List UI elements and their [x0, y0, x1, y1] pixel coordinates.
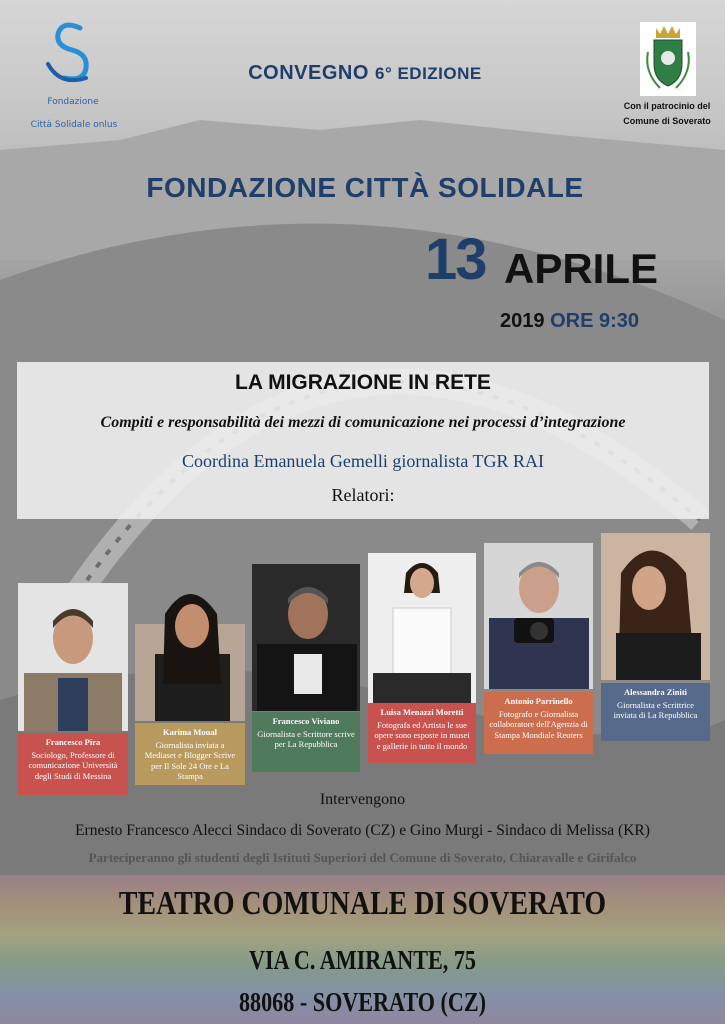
- municipal-crest-icon: [640, 22, 696, 96]
- speaker-name: Francesco Pira: [45, 737, 101, 747]
- venue-name: TEATRO COMUNALE DI SOVERATO: [118, 885, 607, 922]
- speaker-photo-ziniti: [601, 533, 710, 680]
- speaker-name: Alessandra Ziniti: [623, 687, 688, 697]
- speaker-description: Giornalista inviata a Mediaset e Blogger Scrive per Il Sole 24 Ore e La Stampa: [144, 739, 236, 781]
- patrocinio-text: [612, 99, 722, 129]
- speaker-name: Francesco Viviano: [272, 716, 340, 726]
- date-day: 13: [425, 227, 486, 292]
- speaker-photo-moual: [135, 574, 245, 721]
- venue-address: VIA C. AMIRANTE, 75: [249, 945, 476, 975]
- speakers-label: Relatori:: [331, 485, 395, 505]
- speaker-description: Giornalista e Scrittrice inviata di La Repubblica: [613, 699, 698, 720]
- speaker-name: Antonio Parrinello: [504, 696, 573, 706]
- date-year: 2019: [500, 310, 545, 332]
- patrocinio-line-2: Comune di Soverato: [623, 116, 711, 126]
- students-text: Parteciperanno gli studenti degli Istituti Superiori del Comune di Soverato, Chiaravalle e Girifalco: [88, 850, 637, 865]
- topic-title: LA MIGRAZIONE IN RETE: [235, 371, 491, 394]
- speaker-photo-parrinello: [484, 543, 593, 689]
- speaker-name: Karima Moual: [162, 727, 218, 737]
- speaker-name: Luisa Menazzi Moretti: [380, 707, 464, 717]
- patrocinio-line-1: Con il patrocinio del: [623, 101, 711, 111]
- speaker-description: Giornalista e Scrittore scrive per La Repubblica: [257, 728, 355, 749]
- speaker-card-moual: [135, 723, 245, 785]
- coordinator-text: Coordina Emanuela Gemelli giornalista TGR RAI: [181, 451, 545, 471]
- convegno-label: CONVEGNO: [248, 62, 369, 84]
- speaker-card-viviano: [252, 712, 360, 772]
- date-year-time: [500, 310, 639, 333]
- edizione-label: 6° EDIZIONE: [374, 64, 482, 83]
- speaker-description: Fotografo e Giornalista collaboratore dell'Agenzia di Stampa Mondiale Reuters: [489, 708, 588, 740]
- speaker-card-ziniti: [601, 683, 710, 741]
- speaker-photo-viviano: [252, 564, 360, 711]
- intervengono-label: Intervengono: [319, 791, 406, 808]
- speaker-card-parrinello: [484, 692, 593, 754]
- mayors-text: Ernesto Francesco Alecci Sindaco di Soverato (CZ) e Gino Murgi - Sindaco di Melissa (KR): [75, 822, 650, 839]
- speaker-photo-pira: [18, 583, 128, 731]
- speaker-card-menazzi: [368, 703, 476, 763]
- speaker-description: Sociologo, Professore di comunicazione Università degli Studi di Messina: [28, 749, 118, 781]
- date-month: APRILE: [504, 245, 659, 292]
- venue-city: 88068 - SOVERATO (CZ): [238, 987, 487, 1017]
- speaker-photo-menazzi: [368, 553, 476, 703]
- topic-subtitle: Compiti e responsabilità dei mezzi di comunicazione nei processi d’integrazione: [100, 414, 626, 431]
- foundation-logo-icon: [40, 20, 100, 90]
- speaker-card-pira: [18, 733, 128, 795]
- logo-text-fondazione: Fondazione: [47, 97, 99, 107]
- convegno-heading: [170, 62, 560, 85]
- date-time: ORE 9:30: [550, 310, 639, 332]
- logo-text-citta-solidale: Città Solidale onlus: [30, 120, 118, 130]
- speaker-description: Fotografa ed Artista le sue opere sono esposte in musei e gallerie in tutto il mondo: [374, 719, 470, 751]
- foundation-title: FONDAZIONE CITTÀ SOLIDALE: [146, 172, 584, 203]
